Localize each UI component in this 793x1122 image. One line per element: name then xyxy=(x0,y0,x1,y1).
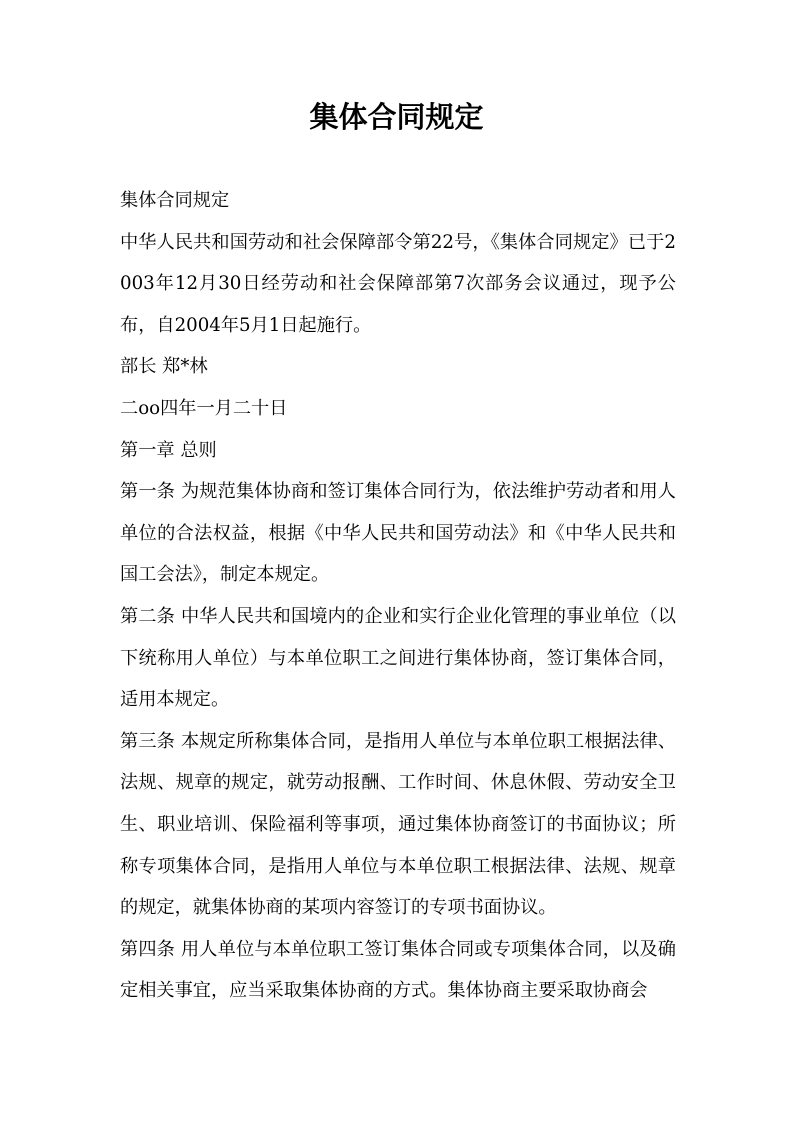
paragraph-date: 二oo四年一月二十日 xyxy=(120,397,288,419)
paragraph-chapter-1: 第一章 总则 xyxy=(120,439,217,461)
paragraph-minister: 部长 郑*林 xyxy=(120,356,208,378)
paragraph-article-3: 第三条 本规定所称集体合同，是指用人单位与本单位职工根据法律、法规、规章的规定，就劳动报酬、工作时间、休息休假、劳动安全卫生、职业培训、保险福利等事项，通过集体协商签订的书面协议；所称专项集体合同，是指用人单位与本单位职工根据法律、法规、规章的规定，就集体协商的某项内容签订的专项书面协议。 xyxy=(120,730,676,919)
paragraph-article-4: 第四条 用人单位与本单位职工签订集体合同或专项集体合同，以及确定相关事宜，应当采取集体协商的方式。集体协商主要采取协商会 xyxy=(120,938,676,1002)
paragraph-decree: 中华人民共和国劳动和社会保障部令第22号，《集体合同规定》已于2003年12月30日经劳动和社会保障部第7次部务会议通过，现予公布，自2004年5月1日起施行。 xyxy=(120,231,676,336)
document-title: 集体合同规定 xyxy=(309,100,484,134)
paragraph-article-1: 第一条 为规范集体协商和签订集体合同行为，依法维护劳动者和用人单位的合法权益，根据《中华人民共和国劳动法》和《中华人民共和国工会法》，制定本规定。 xyxy=(120,481,676,586)
document-body xyxy=(120,180,676,1012)
paragraph-heading: 集体合同规定 xyxy=(120,190,230,211)
paragraph-article-2: 第二条 中华人民共和国境内的企业和实行企业化管理的事业单位（以下统称用人单位）与本单位职工之间进行集体协商，签订集体合同，适用本规定。 xyxy=(120,605,676,711)
